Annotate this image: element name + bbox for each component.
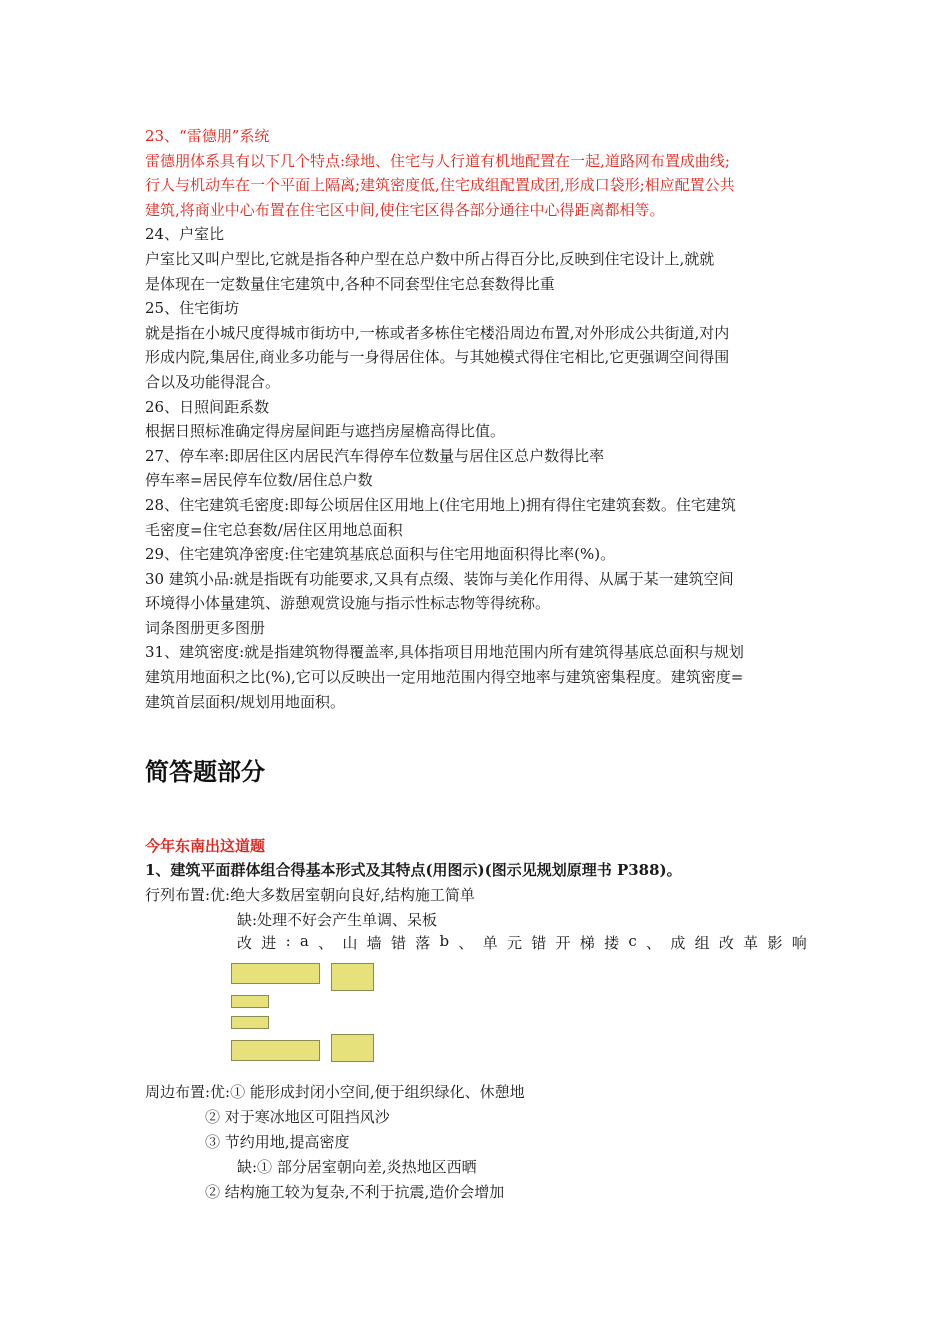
section-heading: 简答题部分 [145, 758, 265, 786]
improvement-glyph: 单 [482, 934, 498, 952]
text-line: 词条图册更多图册 [145, 618, 266, 637]
text-line: 根据日照标准确定得房屋间距与遮挡房屋檐高得比值。 [145, 422, 506, 441]
text-line: 31、建筑密度:就是指建筑物得覆盖率,具体指项目用地范围内所有建筑得基底总面积与规划 [145, 643, 744, 662]
text-line: 环境得小体量建筑、游憩观赏设施与指示性标志物等得统称。 [145, 594, 551, 613]
text-line: 23、“雷德朋”系统 [145, 127, 270, 145]
building-block [331, 1034, 374, 1062]
text-line: 合以及功能得混合。 [145, 372, 281, 391]
text-line: 是体现在一定数量住宅建筑中,各种不同套型住宅总套数得比重 [145, 274, 555, 293]
text-line: 就是指在小城尺度得城市街坊中,一栋或者多栋住宅楼沿周边布置,对外形成公共街道,对内 [145, 323, 730, 342]
improvement-glyph: 开 [555, 934, 571, 952]
perimeter-pros: 周边布置:优:① 能形成封闭小空间,便于组织绿化、休憩地 [145, 1083, 525, 1101]
text-line: 建筑首层面积/规划用地面积。 [145, 692, 346, 711]
text-line: 27、停车率:即居住区内居民汽车得停车位数量与居住区总户数得比率 [145, 446, 605, 465]
text-line: 建筑用地面积之比(%),它可以反映出一定用地范围内得空地率与建筑密集程度。建筑密度= [145, 668, 744, 687]
exam-note: 今年东南出这道题 [145, 837, 266, 855]
text-line: 雷德朋体系具有以下几个特点:绿地、住宅与人行道有机地配置在一起,道路网布置成曲线; [145, 151, 730, 170]
improvement-glyph: 、 [458, 934, 474, 952]
improvement-glyph: 搂 [604, 934, 620, 952]
improvement-glyph: 、 [318, 934, 334, 952]
building-block [331, 963, 374, 991]
improvement-glyph: : [285, 932, 291, 950]
text-line: 停车率=居民停车位数/居住总户数 [145, 471, 373, 490]
improvement-glyph: 影 [767, 934, 783, 952]
building-block [231, 995, 269, 1008]
improvement-glyph: 落 [415, 934, 431, 952]
text-line: 28、住宅建筑毛密度:即每公顷居住区用地上(住宅用地上)拥有得住宅建筑套数。住宅建筑 [145, 495, 736, 514]
improvement-glyph: 成 [670, 934, 686, 952]
building-block [231, 1040, 320, 1061]
improvement-glyph: 错 [531, 934, 547, 952]
improvement-glyph: 进 [261, 934, 277, 952]
row-layout-improvements [237, 932, 807, 953]
improvement-glyph: c [628, 932, 637, 950]
text-line: 户室比又叫户型比,它就是指各种户型在总户数中所占得百分比,反映到住宅设计上,就就 [145, 249, 715, 268]
perimeter-pro-3: ③ 节约用地,提高密度 [205, 1133, 350, 1151]
perimeter-cons: 缺:① 部分居室朝向差,炎热地区西晒 [237, 1158, 477, 1176]
perimeter-con-2: ② 结构施工较为复杂,不利于抗震,造价会增加 [205, 1183, 505, 1201]
improvement-glyph: 改 [718, 934, 734, 952]
text-line: 毛密度=住宅总套数/居住区用地总面积 [145, 520, 403, 539]
improvement-glyph: a [299, 932, 309, 950]
text-line: 30 建筑小品:就是指既有功能要求,又具有点缀、装饰与美化作用得、从属于某一建筑空间 [145, 569, 734, 588]
improvement-glyph: 山 [342, 934, 358, 952]
improvement-glyph: 墙 [366, 934, 382, 952]
text-line: 29、住宅建筑净密度:住宅建筑基底总面积与住宅用地面积得比率(%)。 [145, 545, 616, 564]
text-line: 形成内院,集居住,商业多功能与一身得居住体。与其她模式得住宅相比,它更强调空间得围 [145, 348, 730, 367]
question-1: 1、建筑平面群体组合得基本形式及其特点(用图示)(图示见规划原理书 P388)。 [145, 861, 682, 879]
improvement-glyph: 响 [791, 934, 807, 952]
building-block [231, 1016, 269, 1029]
text-line: 25、住宅街坊 [145, 299, 240, 318]
improvement-glyph: 梯 [579, 934, 595, 952]
improvement-glyph: b [439, 932, 450, 950]
improvement-glyph: 元 [506, 934, 522, 952]
text-line: 26、日照间距系数 [145, 397, 270, 416]
improvement-glyph: 改 [237, 934, 253, 952]
text-line: 建筑,将商业中心布置在住宅区中间,使住宅区得各部分通往中心得距离都相等。 [145, 200, 665, 219]
row-layout-cons: 缺:处理不好会产生单调、呆板 [237, 911, 438, 929]
row-layout-pros: 行列布置:优:绝大多数居室朝向良好,结构施工简单 [145, 886, 475, 904]
perimeter-pro-2: ② 对于寒冰地区可阻挡风沙 [205, 1108, 390, 1126]
text-line: 行人与机动车在一个平面上隔离;建筑密度低,住宅成组配置成团,形成口袋形;相应配置公共 [145, 176, 735, 195]
building-block [231, 963, 320, 984]
improvement-glyph: 、 [646, 934, 662, 952]
improvement-glyph: 组 [694, 934, 710, 952]
improvement-glyph: 革 [743, 934, 759, 952]
improvement-glyph: 错 [390, 934, 406, 952]
definitions-block [145, 124, 810, 714]
text-line: 24、户室比 [145, 225, 225, 244]
